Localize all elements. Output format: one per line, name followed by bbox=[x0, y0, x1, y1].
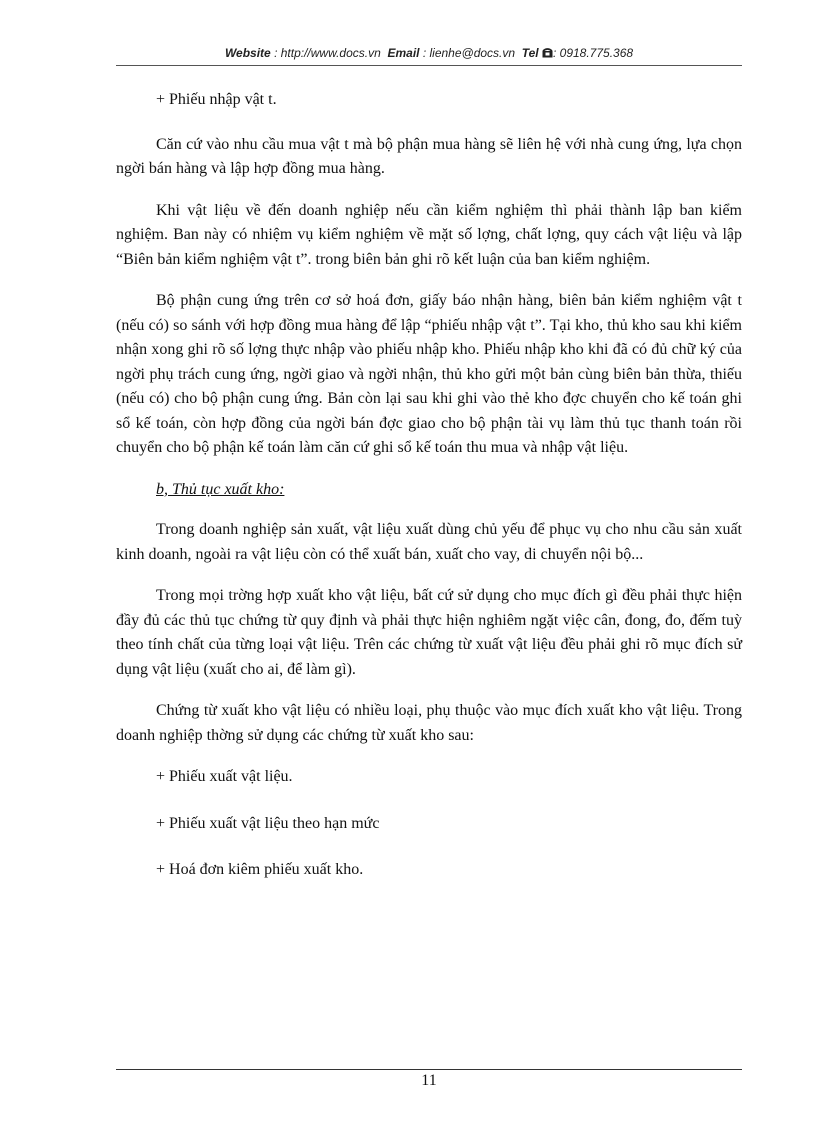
page-number: 11 bbox=[421, 1072, 437, 1089]
paragraph: Trong doanh nghiệp sản xuất, vật liệu xuất dùng chủ yếu để phục vụ cho nhu cầu sản xuất kinh doanh, ngoài ra vật liệu còn có thể xuất bán, xuất cho vay, di chuyển nội bộ... bbox=[116, 521, 742, 563]
list-item-phieu-nhap: + Phiếu nhập vật t. bbox=[156, 91, 277, 108]
email-label: Email bbox=[387, 46, 420, 60]
list-item: + Hoá đơn kiêm phiếu xuất kho. bbox=[156, 861, 364, 878]
paragraph: Chứng từ xuất kho vật liệu có nhiều loại, phụ thuộc vào mục đích xuất kho vật liệu. Trong doanh nghiệp thờng sử dụng các chứng từ xuất kho sau: bbox=[116, 702, 742, 744]
website-value: : http://www.docs.vn bbox=[274, 46, 381, 60]
email-value: : lienhe@docs.vn bbox=[422, 46, 516, 60]
paragraph: Khi vật liệu về đến doanh nghiệp nếu cần kiểm nghiệm thì phải thành lập ban kiểm nghiệm. Ban này có nhiệm vụ kiểm nghiệm về mặt số lợng, chất lợng, quy cách vật liệu và lập “Biên bản kiểm nghiệm vật t”. trong biên bản ghi rõ kết luận của ban kiểm nghiệm. bbox=[116, 201, 742, 268]
phone-icon bbox=[542, 46, 553, 60]
list-item: + Phiếu xuất vật liệu. bbox=[156, 768, 293, 785]
paragraph: Bộ phận cung ứng trên cơ sở hoá đơn, giấy báo nhận hàng, biên bản kiểm nghiệm vật t (nếu có) so sánh với hợp đồng mua hàng để lập “phiếu nhập vật t”. Tại kho, thủ kho sau khi kiểm nhận xong ghi rõ số lợng thực nhập vào phiếu nhập kho. Phiếu nhập kho khi đã có đủ chữ ký của ngời phụ trách cung ứng, ngời giao và ngời nhận, thủ kho gửi một bản cùng biên bản thừa, thiếu (nếu có) cho bộ phận cung ứng. Bản còn lại sau khi ghi vào thẻ kho đợc chuyển cho kế toán ghi sổ kế toán, còn hợp đồng của ngời bán đợc giao cho bộ phận tài vụ làm thủ tục thanh toán rồi chuyển cho bộ phận kế toán làm căn cứ ghi sổ kế toán thu mua và nhập vật liệu. bbox=[116, 292, 742, 456]
list-item: + Phiếu xuất vật liệu theo hạn mức bbox=[156, 814, 380, 832]
paragraph: Trong mọi trờng hợp xuất kho vật liệu, bất cứ sử dụng cho mục đích gì đều phải thực hiện đầy đủ các thủ tục chứng từ quy định và phải thực hiện nghiêm ngặt việc cân, đong, đo, đếm tuỳ theo tính chất của từng loại vật liệu. Trên các chứng từ xuất vật liệu đều phải ghi rõ mục đích sử dụng vật liệu (xuất cho ai, để làm gì). bbox=[116, 587, 742, 678]
tel-value: : 0918.775.368 bbox=[552, 46, 634, 60]
page-header bbox=[116, 46, 742, 60]
tel-label: Tel bbox=[521, 46, 539, 60]
website-label: Website bbox=[224, 46, 271, 60]
section-subheading: b, Thủ tục xuất kho: bbox=[156, 480, 285, 498]
paragraph: Căn cứ vào nhu cầu mua vật t mà bộ phận mua hàng sẽ liên hệ với nhà cung ứng, lựa chọn ngời bán hàng và lập hợp đồng mua hàng. bbox=[116, 135, 742, 177]
footer-divider bbox=[116, 1069, 742, 1070]
header-divider bbox=[116, 65, 742, 66]
document-body bbox=[116, 88, 742, 905]
